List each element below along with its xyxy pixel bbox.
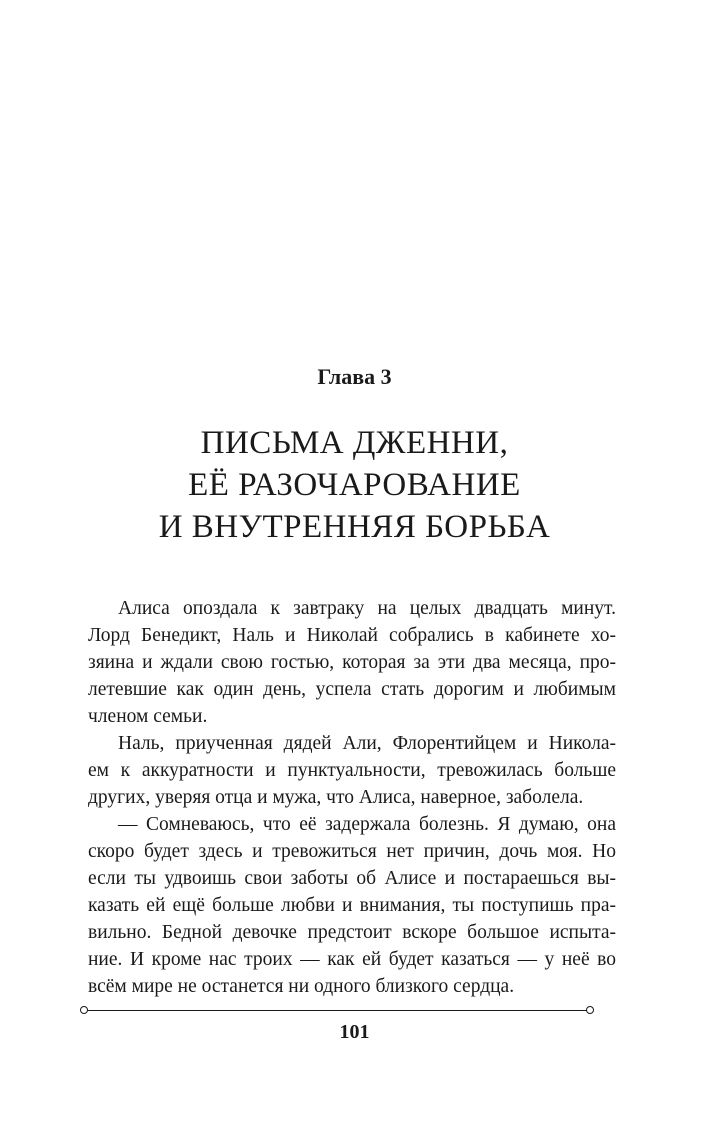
chapter-title [0, 422, 709, 548]
text-line: членом семьи. [88, 706, 208, 727]
footer-rule [84, 1010, 590, 1011]
chapter-label: Глава 3 [317, 364, 392, 389]
text-line: казать ей ещё больше любви и внимания, ты поступишь пра- [88, 895, 616, 916]
text-line: — Сомневаюсь, что её задержала болезнь. Я думаю, она [118, 814, 616, 835]
chapter-title-line: ЕЁ РАЗОЧАРОВАНИЕ [188, 467, 521, 503]
text-line: Алиса опоздала к завтраку на целых двадцать минут. [118, 598, 616, 619]
text-line: всём мире не останется ни одного близкого сердца. [88, 976, 515, 997]
text-line: ние. И кроме нас троих — как ей будет казаться — у неё во [88, 949, 616, 970]
rule-right-end-ornament [586, 1006, 594, 1014]
text-line: ем к аккуратности и пунктуальности, тревожилась больше [88, 760, 616, 781]
text-line: зяина и ждали свою гостью, которая за эти два месяца, про- [88, 652, 616, 673]
text-line: Наль, приученная дядей Али, Флорентийцем и Никола- [118, 733, 616, 754]
text-line: Лорд Бенедикт, Наль и Николай собрались в кабинете хо- [88, 625, 616, 646]
text-line: если ты удвоишь свои заботы об Алисе и постараешься вы- [88, 868, 616, 889]
page-number: 101 [339, 1021, 370, 1043]
rule-left-end-ornament [80, 1006, 88, 1014]
body-text [88, 595, 616, 1000]
text-line: скоро будет здесь и тревожиться нет причин, дочь моя. Но [88, 841, 616, 862]
text-line: летевшие как один день, успела стать дорогим и любимым [88, 679, 616, 700]
text-line: вильно. Бедной девочке предстоит вскоре большое испыта- [88, 922, 616, 943]
chapter-title-line: ПИСЬМА ДЖЕННИ, [200, 425, 509, 461]
text-line: других, уверяя отца и мужа, что Алиса, наверное, заболела. [88, 787, 584, 808]
chapter-title-line: И ВНУТРЕННЯЯ БОРЬБА [158, 509, 551, 545]
